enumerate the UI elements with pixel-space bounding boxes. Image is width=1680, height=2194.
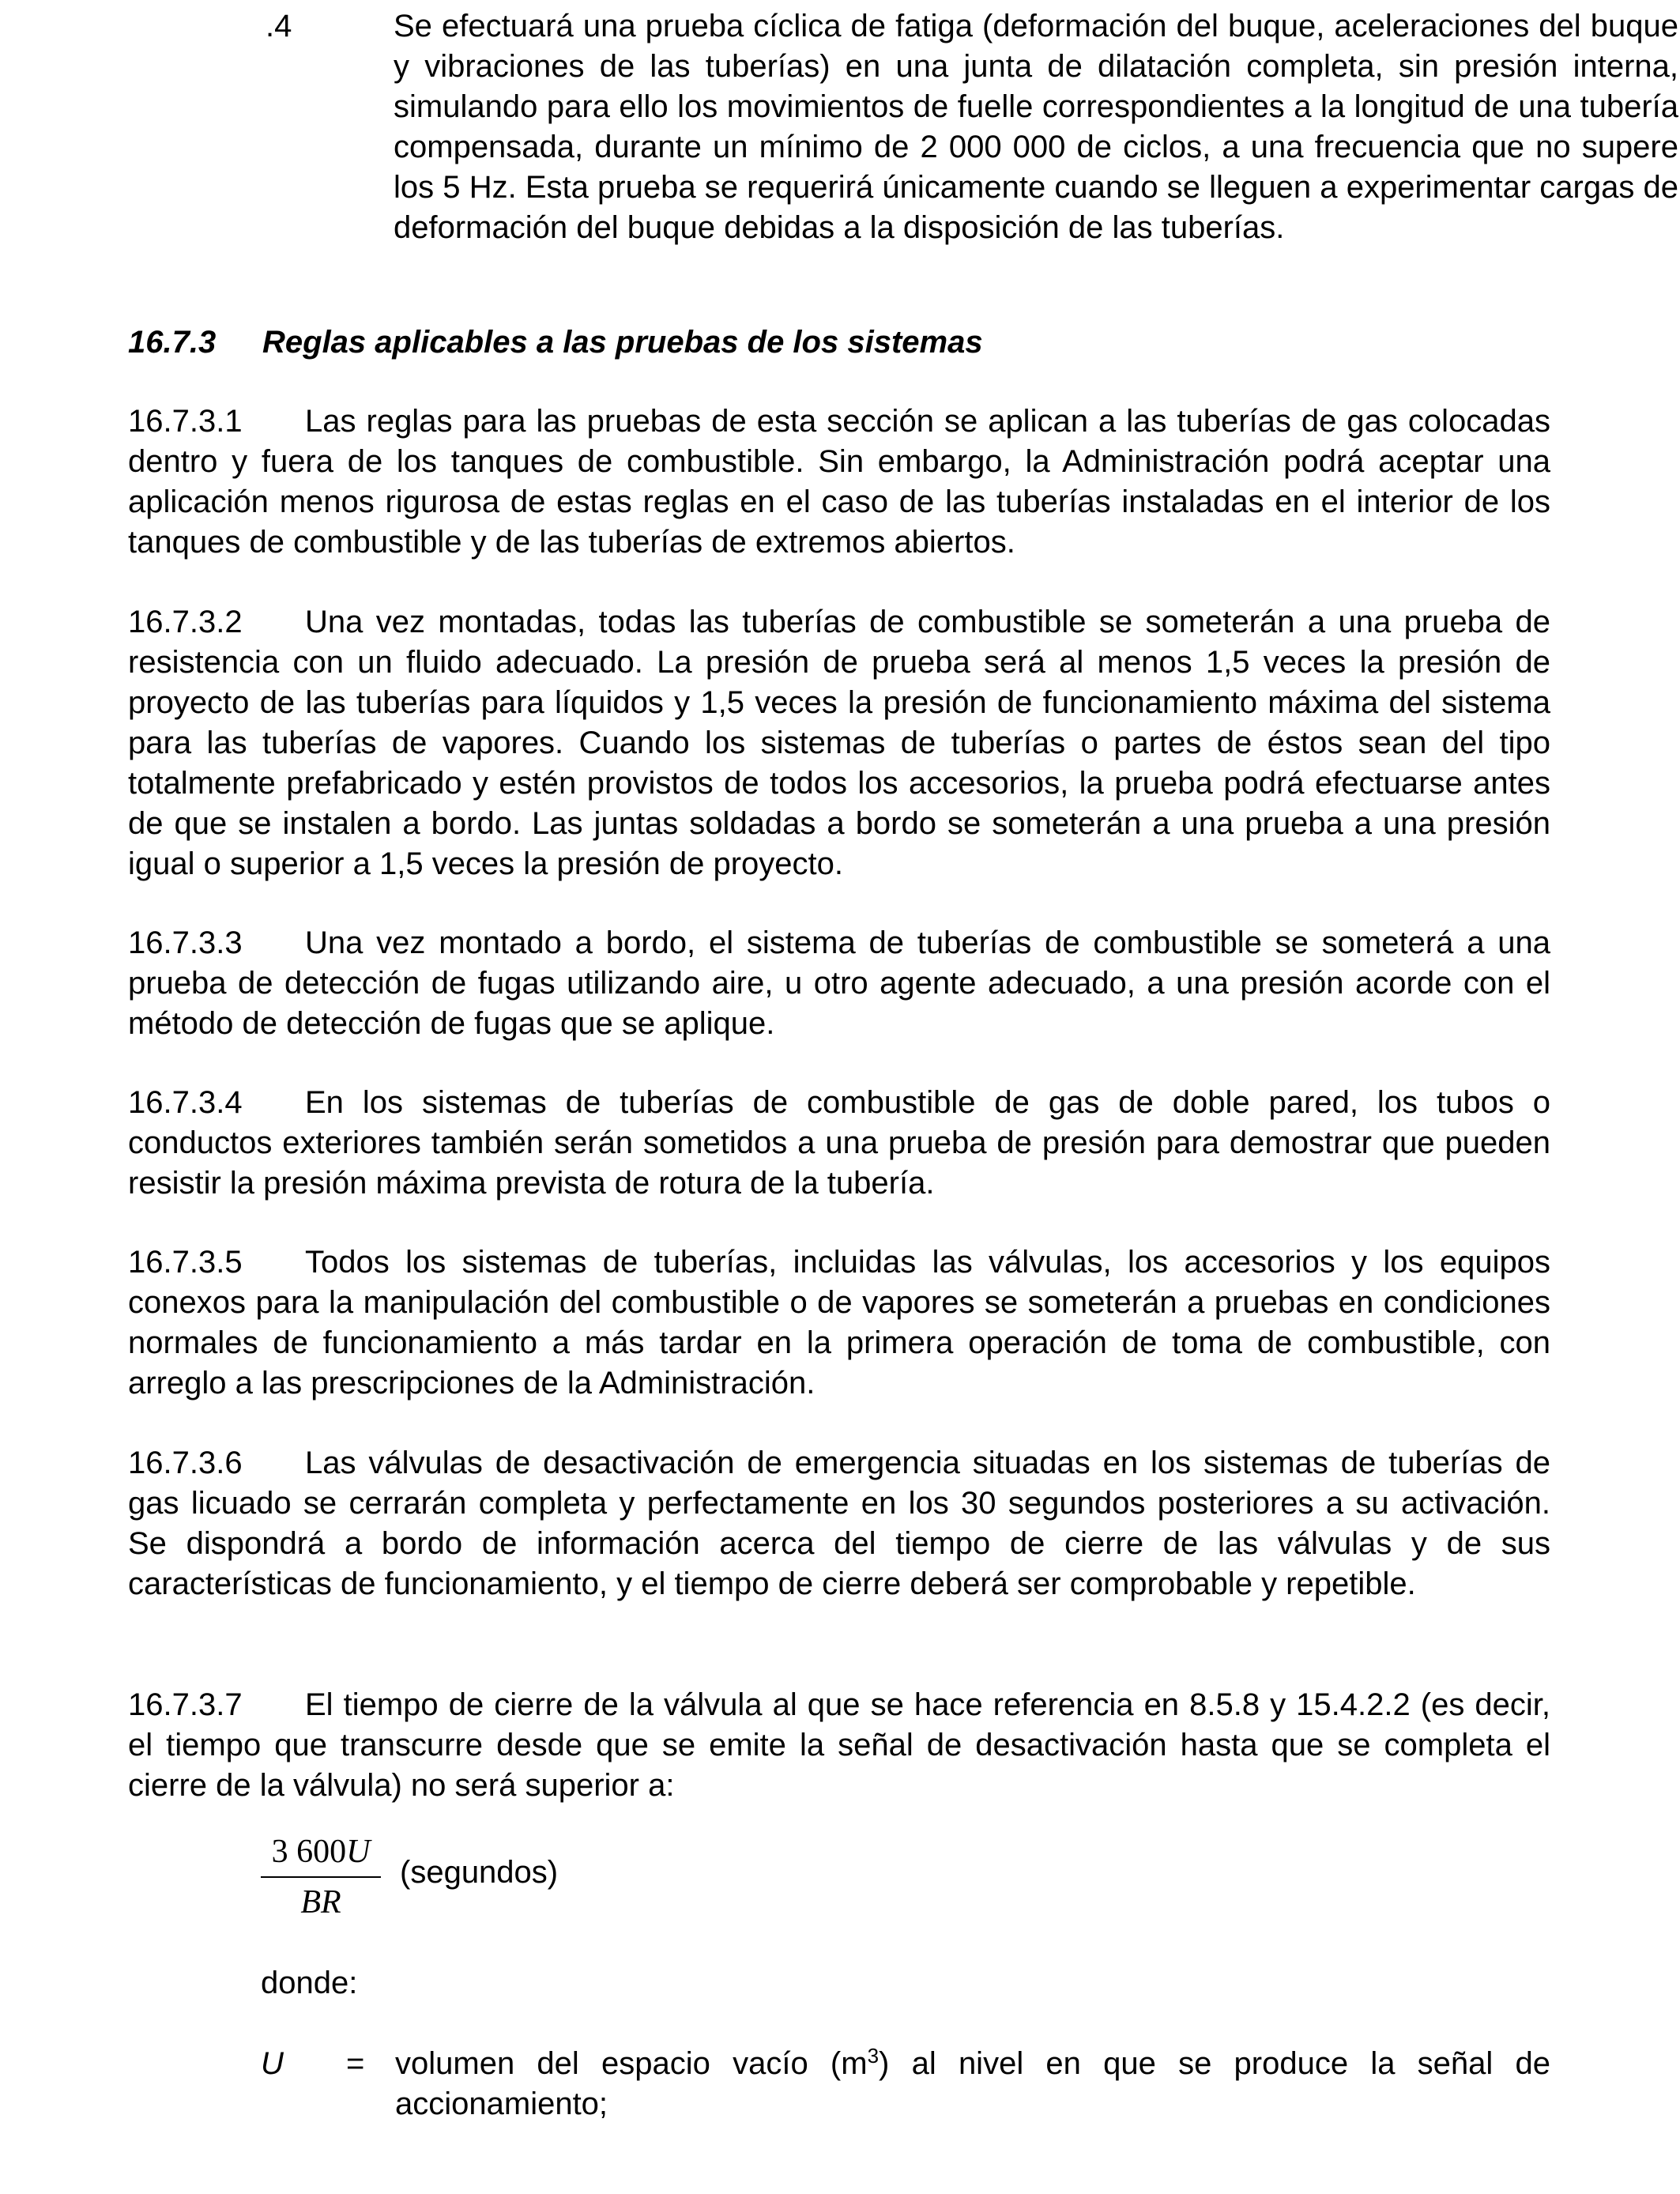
denominator-variables: BR	[300, 1884, 341, 1921]
section-number: 16.7.3	[128, 325, 217, 360]
item-4-number: .4	[266, 9, 292, 43]
section-heading	[128, 322, 983, 363]
definition-text-part-1: volumen del espacio vacío (m	[395, 2046, 868, 2081]
paragraph-number: 16.7.3.1	[128, 404, 243, 439]
paragraph-16-7-3-5	[128, 1242, 1550, 1404]
paragraph-text: Una vez montado a bordo, el sistema de tuberías de combustible se someterá a una prueba de detección de fugas utilizando aire, u otro agente adecuado, a una presión acorde con el método de detección de fugas que se aplique.	[128, 925, 1550, 1041]
definition-text	[395, 2044, 1550, 2124]
paragraph-number: 16.7.3.5	[128, 1245, 243, 1280]
numerator-variable: U	[346, 1834, 371, 1870]
paragraph-text: Todos los sistemas de tuberías, incluidas las válvulas, los accesorios y los equipos conexos para la manipulación del combustible o de vapores se someterán a pruebas en condiciones normales de funcionamiento a más tardar en la primera operación de toma de combustible, con arreglo a las prescripciones de la Administración.	[128, 1245, 1550, 1400]
numerator-number: 3 600	[271, 1834, 347, 1870]
paragraph-text: Una vez montadas, todas las tuberías de combustible se someterán a una prueba de resistencia con un fluido adecuado. La presión de prueba será al menos 1,5 veces la presión de proyecto de las tuberías para líquidos y 1,5 veces la presión de funcionamiento máxima del sistema para las tuberías de vapores. Cuando los sistemas de tuberías o partes de éstos sean del tipo totalmente prefabricado y estén provistos de todos los accesorios, la prueba podrá efectuarse antes de que se instalen a bordo. Las juntas soldadas a bordo se someterán a una prueba a una presión igual o superior a 1,5 veces la presión de proyecto.	[128, 605, 1550, 881]
paragraph-text: En los sistemas de tuberías de combustible de gas de doble pared, los tubos o conductos exteriores también serán sometidos a una prueba de presión para demostrar que pueden resistir la presión máxima prevista de rotura de la tubería.	[128, 1085, 1550, 1201]
paragraph-number: 16.7.3.6	[128, 1446, 243, 1480]
formula-denominator	[261, 1878, 381, 1922]
paragraph-16-7-3-3	[128, 923, 1550, 1044]
where-label: donde:	[261, 1966, 358, 2000]
paragraph-16-7-3-4	[128, 1083, 1550, 1204]
paragraph-16-7-3-1	[128, 401, 1550, 563]
formula-numerator	[261, 1832, 381, 1878]
definition-superscript: 3	[867, 2044, 880, 2068]
paragraph-text: Las reglas para las pruebas de esta sección se aplican a las tuberías de gas colocadas dentro y fuera de los tanques de combustible. Sin embargo, la Administración podrá aceptar una aplicación menos rigurosa de estas reglas en el caso de las tuberías instaladas en el interior de los tanques de combustible y de las tuberías de extremos abiertos.	[128, 404, 1550, 560]
formula-fraction	[261, 1832, 381, 1922]
item-4	[128, 6, 1678, 291]
paragraph-text: El tiempo de cierre de la válvula al que se hace referencia en 8.5.8 y 15.4.2.2 (es decir, el tiempo que transcurre desde que se emite la señal de desactivación hasta que se completa el cierre de la válvula) no será superior a:	[128, 1687, 1550, 1803]
section-title: Reglas aplicables a las pruebas de los sistemas	[262, 325, 983, 360]
definition-equals: =	[346, 2046, 365, 2081]
paragraph-16-7-3-6	[128, 1443, 1550, 1604]
paragraph-text: Las válvulas de desactivación de emergencia situadas en los sistemas de tuberías de gas licuado se cerrarán completa y perfectamente en los 30 segundos posteriores a su activación. Se dispondrá a bordo de información acerca del tiempo de cierre de las válvulas y de sus características de funcionamiento, y el tiempo de cierre deberá ser comprobable y repetible.	[128, 1446, 1550, 1601]
closing-time-formula	[261, 1832, 735, 1935]
paragraph-16-7-3-2	[128, 602, 1550, 884]
paragraph-number: 16.7.3.4	[128, 1085, 243, 1120]
paragraph-16-7-3-7	[128, 1685, 1550, 1806]
item-4-text: Se efectuará una prueba cíclica de fatiga (deformación del buque, aceleraciones del buque y vibraciones de las tuberías) en una junta de dilatación completa, sin presión interna, simulando para ello los movimientos de fuelle correspondientes a la longitud de una tubería compensada, durante un mínimo de 2 000 000 de ciclos, a una frecuencia que no supere los 5 Hz. Esta prueba se requerirá únicamente cuando se lleguen a experimentar cargas de deformación del buque debidas a la disposición de las tuberías.	[394, 9, 1678, 245]
paragraph-number: 16.7.3.2	[128, 605, 243, 639]
definition-symbol: U	[261, 2046, 284, 2081]
definition-text-part-2: ) al nivel en que se produce la señal de accionamiento;	[395, 2046, 1551, 2121]
paragraph-number: 16.7.3.7	[128, 1687, 243, 1722]
formula-unit: (segundos)	[400, 1855, 559, 1890]
paragraph-number: 16.7.3.3	[128, 925, 243, 960]
